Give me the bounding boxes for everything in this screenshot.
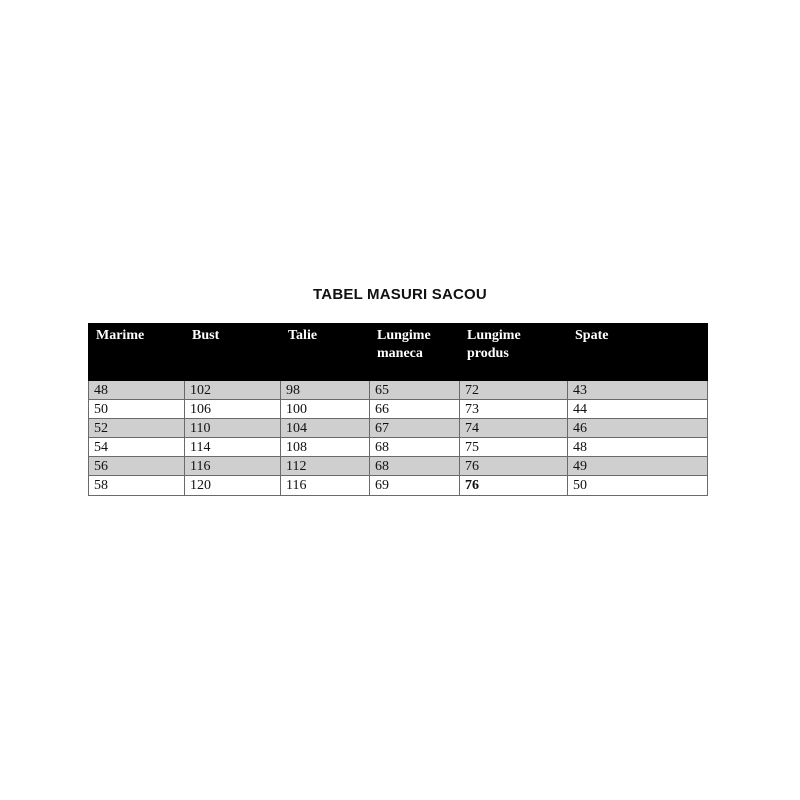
table-cell: 58 xyxy=(89,476,185,496)
table-cell: 68 xyxy=(370,457,460,476)
table-cell: 102 xyxy=(185,381,281,400)
table-row xyxy=(89,476,708,496)
table-cell: 116 xyxy=(281,476,370,496)
table-row xyxy=(89,400,708,419)
table-row xyxy=(89,419,708,438)
table-cell: 104 xyxy=(281,419,370,438)
table-cell: 46 xyxy=(568,419,708,438)
header-line: maneca xyxy=(377,346,423,361)
table-header-row xyxy=(89,324,708,381)
size-table xyxy=(88,323,708,496)
table-cell: 73 xyxy=(460,400,568,419)
table-cell: 76 xyxy=(460,476,568,496)
table-cell: 66 xyxy=(370,400,460,419)
table-cell: 65 xyxy=(370,381,460,400)
table-cell: 50 xyxy=(568,476,708,496)
header-line: Lungime xyxy=(467,328,521,343)
table-row xyxy=(89,381,708,400)
table-cell: 112 xyxy=(281,457,370,476)
table-cell: 116 xyxy=(185,457,281,476)
table-cell: 106 xyxy=(185,400,281,419)
header-bust xyxy=(185,324,281,381)
table-cell: 68 xyxy=(370,438,460,457)
header-line: Bust xyxy=(192,328,220,343)
table-cell: 43 xyxy=(568,381,708,400)
table-cell: 114 xyxy=(185,438,281,457)
table-cell: 49 xyxy=(568,457,708,476)
table-row xyxy=(89,438,708,457)
page-title: TABEL MASURI SACOU xyxy=(313,286,487,303)
table-cell: 110 xyxy=(185,419,281,438)
table-cell: 74 xyxy=(460,419,568,438)
table-cell: 75 xyxy=(460,438,568,457)
header-marime xyxy=(89,324,185,381)
table-cell: 56 xyxy=(89,457,185,476)
table-row xyxy=(89,457,708,476)
header-spate xyxy=(568,324,708,381)
table-cell: 98 xyxy=(281,381,370,400)
table-cell: 48 xyxy=(568,438,708,457)
header-line: Spate xyxy=(575,328,609,343)
table-cell: 52 xyxy=(89,419,185,438)
table-cell: 72 xyxy=(460,381,568,400)
table-cell: 67 xyxy=(370,419,460,438)
header-line: produs xyxy=(467,346,509,361)
table-cell: 69 xyxy=(370,476,460,496)
table-cell: 54 xyxy=(89,438,185,457)
table-cell: 100 xyxy=(281,400,370,419)
table-cell: 76 xyxy=(460,457,568,476)
table-cell: 50 xyxy=(89,400,185,419)
header-lungime-produs xyxy=(460,324,568,381)
table-cell: 108 xyxy=(281,438,370,457)
header-line: Marime xyxy=(96,328,145,343)
table-cell: 48 xyxy=(89,381,185,400)
header-line: Lungime xyxy=(377,328,431,343)
header-talie xyxy=(281,324,370,381)
header-lungime-maneca xyxy=(370,324,460,381)
header-line: Talie xyxy=(288,328,318,343)
table-cell: 44 xyxy=(568,400,708,419)
table-cell: 120 xyxy=(185,476,281,496)
